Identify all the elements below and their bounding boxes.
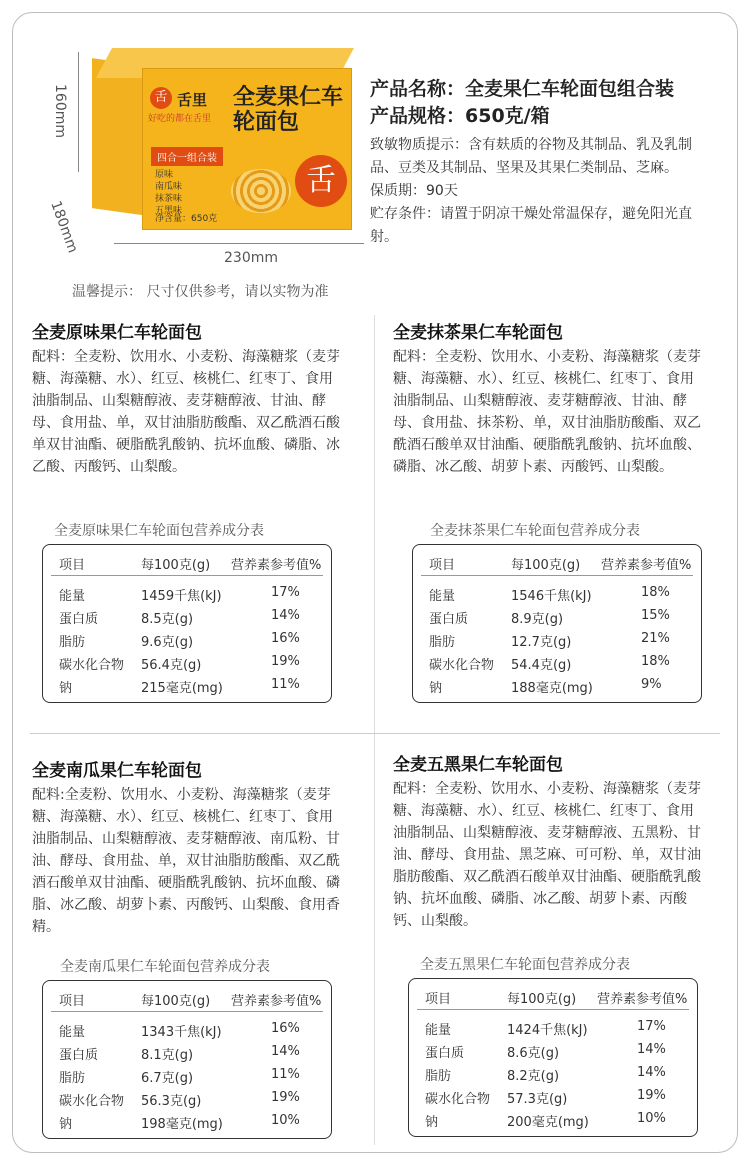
row-nrv: 14%	[637, 1065, 666, 1080]
row-nrv: 11%	[271, 677, 300, 692]
row-value: 188毫克(mg)	[511, 681, 593, 696]
row-value: 1459千焦(kJ)	[141, 589, 222, 604]
box-front-face	[142, 68, 352, 230]
nutrition-table-title: 全麦五黑果仁车轮面包营养成分表	[420, 957, 630, 973]
table-row	[51, 650, 323, 672]
flavor-item: 南瓜味	[155, 182, 183, 192]
table-header	[417, 984, 689, 1010]
row-label: 蛋白质	[425, 1046, 465, 1061]
header-item: 项目	[59, 994, 86, 1009]
shelf-life: 保质期：90天	[370, 183, 458, 199]
table-row	[51, 1040, 323, 1062]
header-item: 项目	[429, 558, 456, 573]
row-label: 脂肪	[425, 1069, 452, 1084]
row-label: 能量	[425, 1023, 452, 1038]
table-row	[417, 1061, 689, 1083]
row-value: 56.4克(g)	[141, 658, 202, 673]
row-nrv: 11%	[271, 1067, 300, 1082]
flavor-item: 五黑味	[155, 206, 183, 216]
ingredient-list: 配料：全麦粉、饮用水、小麦粉、海藻糖浆（麦芽糖、海藻糖、水）、红豆、核桃仁、红枣丁、食用油脂制品、山梨糖醇液、麦芽糖醇液、甘油、酵母、食用盐、单，双甘油脂肪酸酯、双乙酰酒石酸单双甘油酯、硬脂酰乳酸钠、抗坏血酸、磷脂、冰乙酸、丙酸钙、山梨酸。	[32, 349, 340, 475]
nutrition-table-title: 全麦原味果仁车轮面包营养成分表	[54, 523, 264, 539]
product-section-pumpkin	[32, 760, 342, 938]
row-value: 1424千焦(kJ)	[507, 1023, 588, 1038]
row-label: 脂肪	[59, 1071, 86, 1086]
row-label: 钠	[425, 1115, 439, 1130]
row-label: 能量	[429, 589, 456, 604]
row-label: 能量	[59, 1025, 86, 1040]
row-value: 56.3克(g)	[141, 1094, 202, 1109]
row-nrv: 9%	[641, 677, 662, 692]
product-title: 全麦原味果仁车轮面包	[32, 323, 202, 343]
height-dimension-line	[78, 52, 79, 172]
row-nrv: 19%	[271, 1090, 300, 1105]
row-value: 215毫克(mg)	[141, 681, 223, 696]
row-value: 57.3克(g)	[507, 1092, 568, 1107]
ingredient-list: 配料：全麦粉、饮用水、小麦粉、海藻糖浆（麦芽糖、海藻糖、水）、红豆、核桃仁、红枣丁、食用油脂制品、山梨糖醇液、麦芽糖醇液、五黑粉、甘油、酵母、食用盐、黑芝麻、可可粉、单，双甘油脂肪酸酯、双乙酰酒石酸单双甘油酯、硬脂酰乳酸钠、抗坏血酸、磷脂、冰乙酸、胡萝卜素、丙酸钙、山梨酸。	[393, 781, 701, 929]
row-value: 54.4克(g)	[511, 658, 572, 673]
row-value: 6.7克(g)	[141, 1071, 194, 1086]
row-value: 8.6克(g)	[507, 1046, 560, 1061]
table-row	[421, 627, 693, 649]
table-row	[421, 581, 693, 603]
row-label: 碳水化合物	[59, 1094, 125, 1109]
row-label: 碳水化合物	[425, 1092, 491, 1107]
header-nrv: 营养素参考值%	[601, 558, 692, 573]
table-row	[51, 581, 323, 603]
row-nrv: 10%	[271, 1113, 300, 1128]
combo-badge: 四合一组合装	[151, 147, 223, 166]
table-row	[421, 673, 693, 695]
nutrition-table-matcha	[412, 544, 702, 703]
row-nrv: 14%	[637, 1042, 666, 1057]
allergen-note: 致敏物质提示：含有麸质的谷物及其制品、乳及乳制品、豆类及其制品、坚果及其果仁类制品、芝麻。	[370, 137, 692, 176]
row-label: 能量	[59, 589, 86, 604]
width-dimension-line	[114, 243, 364, 244]
row-value: 1546千焦(kJ)	[511, 589, 592, 604]
product-name: 产品名称：全麦果仁车轮面包组合装	[370, 78, 675, 100]
nutrition-table-pumpkin	[42, 980, 332, 1139]
product-info	[370, 76, 710, 249]
product-section-five-black	[393, 754, 703, 932]
table-row	[51, 627, 323, 649]
nutrition-table-title: 全麦抹茶果仁车轮面包营养成分表	[430, 523, 640, 539]
row-label: 碳水化合物	[59, 658, 125, 673]
row-nrv: 15%	[641, 608, 670, 623]
table-header	[421, 550, 693, 576]
row-label: 蛋白质	[59, 1048, 99, 1063]
table-row	[417, 1015, 689, 1037]
row-label: 碳水化合物	[429, 658, 495, 673]
row-nrv: 17%	[637, 1019, 666, 1034]
height-dimension-label: 160mm	[52, 84, 68, 138]
product-title: 全麦抹茶果仁车轮面包	[393, 323, 563, 343]
header-nrv: 营养素参考值%	[231, 558, 322, 573]
row-value: 200毫克(mg)	[507, 1115, 589, 1130]
product-spec: 产品规格：650克/箱	[370, 105, 550, 127]
row-value: 198毫克(mg)	[141, 1117, 223, 1132]
row-nrv: 10%	[637, 1111, 666, 1126]
table-header	[51, 986, 323, 1012]
row-nrv: 18%	[641, 585, 670, 600]
table-row	[51, 604, 323, 626]
table-row	[51, 1017, 323, 1039]
size-tip: 温馨提示： 尺寸仅供参考，请以实物为准	[72, 284, 329, 300]
brand-slogan: 好吃的都在舌里	[148, 114, 212, 124]
header-per100g: 每100克(g)	[511, 558, 581, 573]
ingredient-list: 配料：全麦粉、饮用水、小麦粉、海藻糖浆（麦芽糖、海藻糖、水）、红豆、核桃仁、红枣丁、食用油脂制品、山梨糖醇液、麦芽糖醇液、甘油、酵母、食用盐、抹茶粉、单，双甘油脂肪酸酯、双乙酰酒石酸单双甘油酯、硬脂酰乳酸钠、抗坏血酸、磷脂、冰乙酸、胡萝卜素、丙酸钙、山梨酸。	[393, 349, 701, 475]
row-label: 钠	[429, 681, 443, 696]
row-label: 钠	[59, 681, 73, 696]
brand-logo-icon: 舌	[150, 87, 172, 109]
table-row	[51, 1086, 323, 1108]
flavor-item: 抹茶味	[155, 194, 183, 204]
net-weight-label: 净含量：650克	[155, 214, 218, 224]
vertical-divider	[374, 315, 375, 1145]
table-row	[421, 604, 693, 626]
brand-name: 舌里	[177, 91, 208, 109]
width-dimension-label: 230mm	[224, 250, 278, 266]
row-value: 12.7克(g)	[511, 635, 572, 650]
row-value: 8.1克(g)	[141, 1048, 194, 1063]
header-per100g: 每100克(g)	[507, 992, 577, 1007]
header-item: 项目	[425, 992, 452, 1007]
storage-condition: 贮存条件：请置于阴凉干燥处常温保存，避免阳光直射。	[370, 206, 692, 245]
nutrition-table-title: 全麦南瓜果仁车轮面包营养成分表	[60, 959, 270, 975]
nutrition-table-original	[42, 544, 332, 703]
header-nrv: 营养素参考值%	[597, 992, 688, 1007]
table-header	[51, 550, 323, 576]
row-value: 8.5克(g)	[141, 612, 194, 627]
row-label: 钠	[59, 1117, 73, 1132]
row-value: 9.6克(g)	[141, 635, 194, 650]
table-row	[51, 1063, 323, 1085]
box-side-face	[92, 58, 148, 216]
header-item: 项目	[59, 558, 86, 573]
table-row	[51, 673, 323, 695]
row-label: 蛋白质	[59, 612, 99, 627]
header-per100g: 每100克(g)	[141, 994, 211, 1009]
product-section-matcha	[393, 322, 703, 478]
table-row	[417, 1038, 689, 1060]
product-title: 全麦五黑果仁车轮面包	[393, 755, 563, 775]
row-label: 脂肪	[429, 635, 456, 650]
flavor-item: 原味	[155, 170, 174, 180]
row-nrv: 18%	[641, 654, 670, 669]
row-nrv: 21%	[641, 631, 670, 646]
flavor-list	[155, 169, 182, 217]
nutrition-table-five-black	[408, 978, 698, 1137]
row-nrv: 17%	[271, 585, 300, 600]
header-per100g: 每100克(g)	[141, 558, 211, 573]
row-value: 8.2克(g)	[507, 1069, 560, 1084]
product-title: 全麦南瓜果仁车轮面包	[32, 761, 202, 781]
header-nrv: 营养素参考值%	[231, 994, 322, 1009]
product-box-illustration	[44, 40, 364, 305]
row-value: 1343千焦(kJ)	[141, 1025, 222, 1040]
ingredient-list: 配料:全麦粉、饮用水、小麦粉、海藻糖浆（麦芽糖、海藻糖、水）、红豆、核桃仁、红枣丁、食用油脂制品、山梨糖醇液、麦芽糖醇液、南瓜粉、甘油、酵母、食用盐、单，双甘油脂肪酸酯、双乙酰酒石酸单双甘油酯、硬脂酰乳酸钠、抗坏血酸、磷脂、冰乙酸、胡萝卜素、丙酸钙、山梨酸、食用香精。	[32, 787, 340, 935]
product-section-original	[32, 322, 342, 478]
depth-dimension-label: 180mm	[47, 198, 81, 256]
row-nrv: 19%	[271, 654, 300, 669]
row-nrv: 14%	[271, 1044, 300, 1059]
box-product-title: 全麦果仁车轮面包	[233, 85, 344, 135]
row-nrv: 16%	[271, 631, 300, 646]
row-nrv: 16%	[271, 1021, 300, 1036]
table-row	[51, 1109, 323, 1131]
table-row	[421, 650, 693, 672]
row-nrv: 19%	[637, 1088, 666, 1103]
row-nrv: 14%	[271, 608, 300, 623]
row-value: 8.9克(g)	[511, 612, 564, 627]
row-label: 脂肪	[59, 635, 86, 650]
table-row	[417, 1084, 689, 1106]
large-brand-logo-icon: 舌	[295, 155, 347, 207]
horizontal-divider	[30, 733, 720, 734]
table-row	[417, 1107, 689, 1129]
bread-rings-image	[231, 169, 291, 213]
row-label: 蛋白质	[429, 612, 469, 627]
